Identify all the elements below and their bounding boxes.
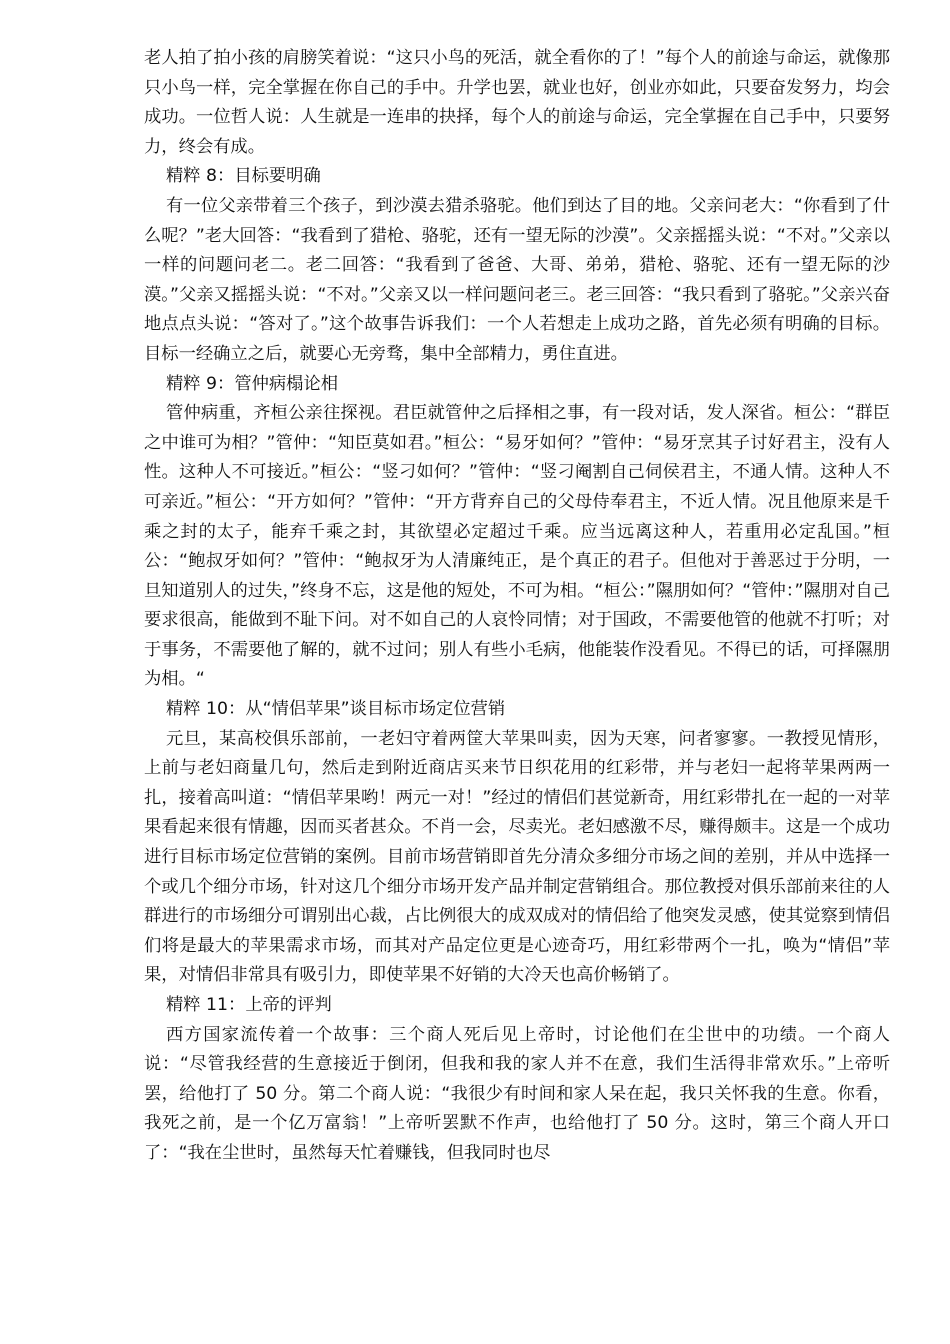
paragraph-body: 管仲病重，齐桓公亲往探视。君臣就管仲之后择相之事，有一段对话，发人深省。桓公：“群臣之中谁可为相？”管仲：“知臣莫如君。”桓公：“易牙如何？”管仲：“易牙烹其子讨好君主，没有人性。这种人不可接近。”桓公：“竖刁如何？”管仲：“竖刁阉割自己伺侯君主，不通人情。这种人不可亲近。”桓公：“开方如何？”管仲：“开方背弃自己的父母侍奉君主，不近人情。况且他原来是千乘之封的太子，能弃千乘之封，其欲望必定超过千乘。应当远离这种人，若重用必定乱国。”桓公：“鲍叔牙如何？”管仲：“鲍叔牙为人清廉纯正，是个真正的君子。但他对于善恶过于分明，一旦知道别人的过失，”终身不忘，这是他的短处，不可为相。“桓公：”隰朋如何？“管仲：”隰朋对自己要求很高，能做到不耻下问。对不如自己的人哀怜同情；对于国政，不需要他管的他就不打听；对于事务，不需要他了解的，就不过问；别人有些小毛病，他能装作没看见。不得已的话，可择隰朋为相。“ [144, 403, 890, 690]
section-heading-11: 精粹 11：上帝的评判 [166, 995, 332, 1015]
paragraph-body: 西方国家流传着一个故事：三个商人死后见上帝时，讨论他们在尘世中的功绩。一个商人说：“尽管我经营的生意接近于倒闭，但我和我的家人并不在意，我们生活得非常欢乐。”上帝听罢，给他打了 50 分。第二个商人说：“我很少有时间和家人呆在起，我只关怀我的生意。你看，我死之前，是一个亿万富翁！”上帝听罢默不作声，也给他打了 50 分。这时，第三个商人开口了：“我在尘世时，虽然每天忙着赚钱，但我同时也尽 [144, 1024, 890, 1163]
section-heading-9: 精粹 9：管仲病榻论相 [166, 373, 339, 394]
paragraph-body: 元旦，某高校俱乐部前，一老妇守着两筐大苹果叫卖，因为天寒，问者寥寥。一教授见情形，上前与老妇商量几句，然后走到附近商店买来节日织花用的红彩带，并与老妇一起将苹果两两一扎，接着高叫道：“情侣苹果哟！两元一对！”经过的情侣们甚觉新奇，用红彩带扎在一起的一对苹果看起来很有情趣，因而买者甚众。不肖一会，尽卖光。老妇感激不尽，赚得颇丰。这是一个成功进行目标市场定位营销的案例。目前市场营销即首先分清众多细分市场之间的差别，并从中选择一个或几个细分市场，针对这几个细分市场开发产品并制定营销组合。那位教授对俱乐部前来往的人群进行的市场细分可谓别出心裁，占比例很大的成双成对的情侣给了他突发灵感，使其觉察到情侣们将是最大的苹果需求市场，而其对产品定位更是心迹奇巧，用红彩带两个一扎，唤为“情侣”苹果，对情侣非常具有吸引力，即使苹果不好销的大冷天也高价畅销了。 [144, 728, 890, 986]
paragraph-body: 有一位父亲带着三个孩子，到沙漠去猎杀骆驼。他们到达了目的地。父亲问老大：“你看到了什么呢？”老大回答：“我看到了猎枪、骆驼，还有一望无际的沙漠”。父亲摇摇头说：“不对。”父亲以一样的问题问老二。老二回答：“我看到了爸爸、大哥、弟弟，猎枪、骆驼、还有一望无际的沙漠。”父亲又摇摇头说：“不对。”父亲又以一样问题问老三。老三回答：“我只看到了骆驼。”父亲兴奋地点点头说：“答对了。”这个故事告诉我们：一个人若想走上成功之路，首先必须有明确的目标。目标一经确立之后，就要心无旁骛，集中全部精力，勇住直进。 [144, 195, 890, 364]
paragraph-body: 老人拍了拍小孩的肩膀笑着说：“这只小鸟的死活，就全看你的了！”每个人的前途与命运，就像那只小鸟一样，完全掌握在你自己的手中。升学也罢，就业也好，创业亦如此，只要奋发努力，均会成功。一位哲人说：人生就是一连串的抉择，每个人的前途与命运，完全掌握在自己手中，只要努力，终会有成。 [144, 48, 890, 157]
section-heading-8: 精粹 8：目标要明确 [166, 166, 321, 187]
document-body [144, 44, 890, 1169]
section-heading-10: 精粹 10：从“情侣苹果”谈目标市场定位营销 [166, 699, 506, 720]
